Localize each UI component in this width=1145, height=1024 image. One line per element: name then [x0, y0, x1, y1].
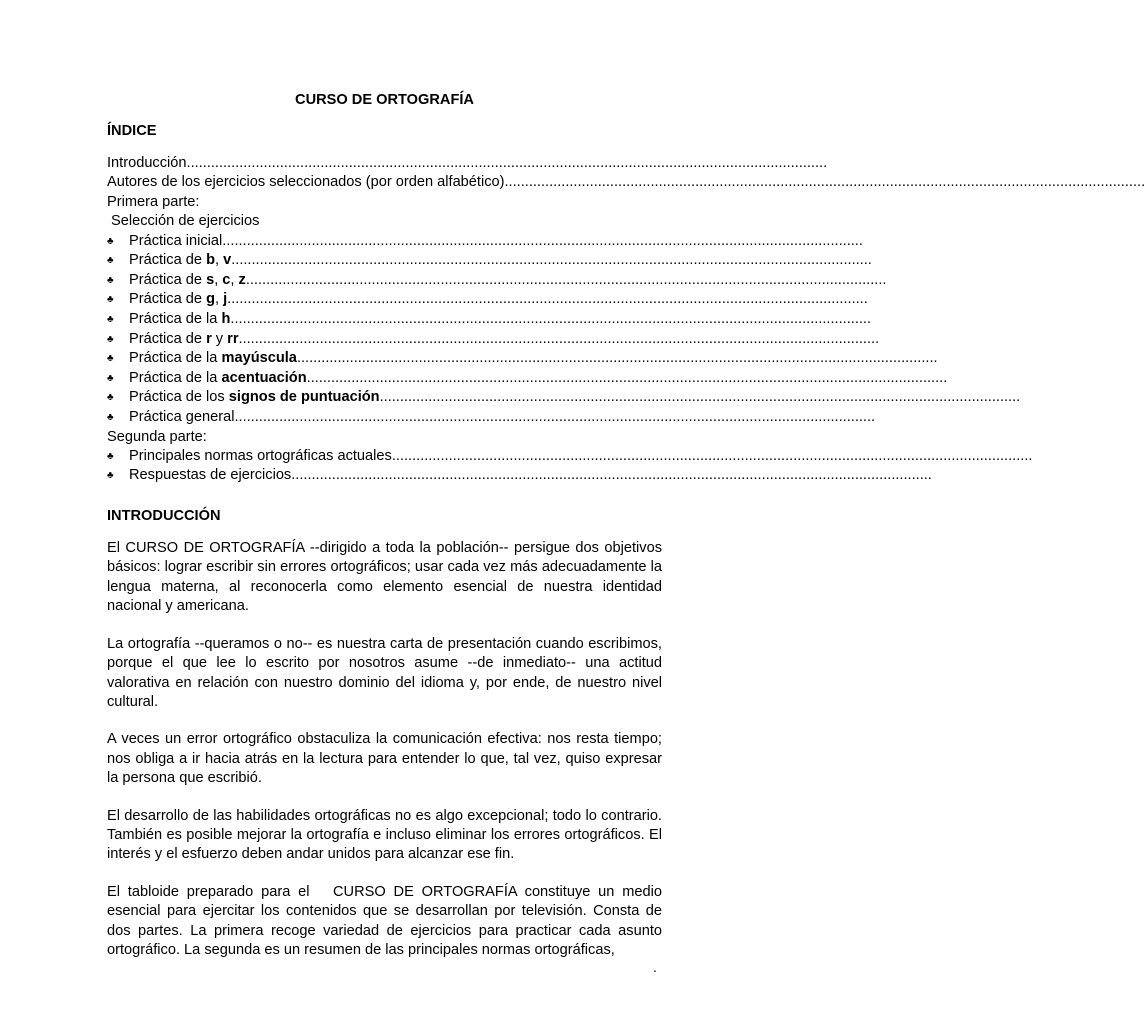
toc-bullet-entry[interactable]	[107, 408, 876, 428]
toc-leader-dots: ..............................................................................................................................................................	[238, 330, 880, 347]
toc-entry-text: ,	[214, 252, 224, 269]
toc-entry-label	[129, 232, 222, 252]
club-bullet-icon: ♣	[107, 450, 114, 462]
toc-entry-text: Práctica de	[129, 291, 207, 308]
toc-bullet-entry[interactable]	[107, 310, 872, 330]
toc-leader-dots: ..............................................................................................................................................................	[296, 350, 938, 367]
toc-entry-label: Introducción	[107, 155, 187, 171]
toc-leader-dots: ..............................................................................................................................................................	[245, 271, 887, 288]
toc-part2-label: Segunda parte:	[107, 428, 207, 445]
toc-bullet-entry[interactable]	[107, 290, 868, 310]
toc-entry-emphasis: s	[206, 271, 215, 288]
toc-entry-authors[interactable]	[107, 173, 1145, 192]
toc-entry-label	[129, 290, 227, 310]
introduction-body	[107, 539, 667, 960]
toc-bullet-entry[interactable]	[107, 330, 880, 350]
toc-part1-label: Primera parte:	[107, 193, 200, 210]
document-title: CURSO DE ORTOGRAFÍA	[295, 92, 474, 108]
toc-bullet-entry[interactable]	[107, 349, 938, 369]
index-heading: ÍNDICE	[107, 123, 157, 139]
introduction-heading: INTRODUCCIÓN	[107, 508, 221, 525]
toc-entry-emphasis: r	[206, 330, 212, 347]
toc-bullet-entry[interactable]	[107, 447, 1033, 467]
toc-leader-dots: ..............................................................................................................................................................	[227, 291, 868, 308]
club-bullet-icon: ♣	[107, 470, 114, 482]
toc-leader-dots: ..............................................................................................................................................................	[504, 174, 1145, 191]
toc-selection-label: Selección de ejercicios	[111, 213, 260, 230]
toc-entry-text: Práctica de la	[129, 350, 222, 367]
table-of-contents	[107, 154, 1145, 486]
toc-entry-text: Práctica de la	[129, 310, 222, 327]
toc-entry-text: ,	[214, 291, 224, 308]
document-content	[107, 90, 1145, 978]
toc-entry-emphasis: z	[238, 271, 246, 288]
club-bullet-icon: ♣	[107, 353, 114, 365]
body-paragraph: La ortografía --queramos o no-- es nuestra carta de presentación cuando escribimos, porque el que lee lo escrito por nosotros asume --de inmediato-- una actitud valorativa en relación con nuestro dominio del idioma y, por ende, de nuestro nivel cultural.	[107, 635, 667, 710]
toc-entry-label	[129, 310, 230, 330]
toc-bullet-entry[interactable]	[107, 251, 872, 271]
toc-entry-text: Práctica de	[129, 252, 207, 269]
toc-leader-dots: ..............................................................................................................................................................	[291, 467, 932, 484]
toc-entry-label	[129, 349, 297, 369]
toc-entry-emphasis: signos de puntuación	[228, 389, 380, 406]
toc-entry-text: Práctica de la	[129, 369, 222, 386]
toc-entry-text: Práctica de	[129, 330, 207, 347]
toc-bullet-entry[interactable]	[107, 466, 932, 486]
club-bullet-icon: ♣	[107, 313, 114, 325]
toc-entry-emphasis: rr	[227, 330, 239, 347]
toc-entry-emphasis: h	[221, 310, 231, 327]
toc-leader-dots: ..............................................................................................................................................................	[222, 232, 863, 249]
toc-entry-emphasis: b	[206, 252, 215, 269]
body-paragraph: El tabloide preparado para el CURSO DE ORTOGRAFÍA constituye un medio esencial para ejercitar los contenidos que se desarrollan por televisión. Consta de dos partes. La primera recoge variedad de ejercicios para practicar cada asunto ortográfico. La segunda es un resumen de las principales normas ortográficas,	[107, 883, 667, 958]
toc-entry-label	[129, 369, 307, 389]
toc-part2-list	[107, 447, 1033, 486]
toc-leader-dots: ..............................................................................................................................................................	[379, 389, 1021, 406]
toc-entry-label	[129, 251, 231, 271]
toc-entry-emphasis: g	[206, 291, 215, 308]
toc-entry-label	[129, 271, 246, 291]
toc-entry-emphasis: acentuación	[221, 369, 307, 386]
toc-leader-dots: ..............................................................................................................................................................	[186, 155, 828, 171]
toc-entry-text: Práctica de los	[129, 389, 229, 406]
toc-entry-label	[129, 388, 380, 408]
toc-leader-dots: ..............................................................................................................................................................	[306, 369, 948, 386]
club-bullet-icon: ♣	[107, 392, 114, 404]
toc-leader-dots: ..............................................................................................................................................................	[391, 447, 1033, 464]
toc-entry-intro[interactable]	[107, 154, 828, 173]
toc-entry-label: Principales normas ortográficas actuales	[129, 447, 392, 464]
club-bullet-icon: ♣	[107, 411, 114, 423]
toc-bullet-entry[interactable]	[107, 388, 1021, 408]
club-bullet-icon: ♣	[107, 294, 114, 306]
toc-entry-label	[129, 408, 234, 428]
toc-entry-text: Práctica inicial	[129, 232, 223, 249]
footer-mark: .	[653, 959, 657, 975]
toc-entry-label	[129, 330, 239, 350]
toc-leader-dots: ..............................................................................................................................................................	[230, 310, 872, 327]
toc-entry-emphasis: j	[223, 291, 228, 308]
body-paragraph: El CURSO DE ORTOGRAFÍA --dirigido a toda la población-- persigue dos objetivos básicos: lograr escribir sin errores ortográficos; usar cada vez más adecuadamente la lengua materna, al reconocerla como elemento esencial de nuestra identidad nacional y americana.	[107, 540, 667, 615]
toc-entry-text: ,	[214, 271, 223, 288]
toc-bullet-entry[interactable]	[107, 232, 863, 252]
toc-entry-text: Práctica de	[129, 271, 207, 288]
toc-bullet-entry[interactable]	[107, 271, 887, 291]
toc-entry-text: Práctica general	[129, 408, 235, 425]
toc-entry-label: Respuestas de ejercicios	[129, 467, 292, 484]
toc-leader-dots: ..............................................................................................................................................................	[234, 408, 876, 425]
toc-entry-emphasis: mayúscula	[221, 350, 297, 367]
club-bullet-icon: ♣	[107, 274, 114, 286]
club-bullet-icon: ♣	[107, 235, 114, 247]
toc-entry-emphasis: c	[222, 271, 231, 288]
body-paragraph: El desarrollo de las habilidades ortográficas no es algo excepcional; todo lo contrario. También es posible mejorar la ortografía e incluso eliminar los errores ortográficos. El interés y el esfuerzo deben andar unidos para alcanzar ese fin.	[107, 807, 667, 863]
toc-entry-emphasis: v	[223, 252, 232, 269]
toc-entry-text: y	[211, 330, 228, 347]
club-bullet-icon: ♣	[107, 333, 114, 345]
toc-leader-dots: ..............................................................................................................................................................	[231, 252, 872, 269]
club-bullet-icon: ♣	[107, 255, 114, 267]
club-bullet-icon: ♣	[107, 372, 114, 384]
toc-entry-label: Autores de los ejercicios seleccionados (por orden alfabético)	[107, 174, 505, 191]
body-paragraph: A veces un error ortográfico obstaculiza la comunicación efectiva: nos resta tiempo; nos obliga a ir hacia atrás en la lectura para entender lo que, tal vez, quiso expresar la persona que escribió.	[107, 731, 667, 787]
toc-bullet-entry[interactable]	[107, 369, 948, 389]
toc-entry-text: ,	[230, 271, 239, 288]
toc-part1-list	[107, 232, 1021, 428]
